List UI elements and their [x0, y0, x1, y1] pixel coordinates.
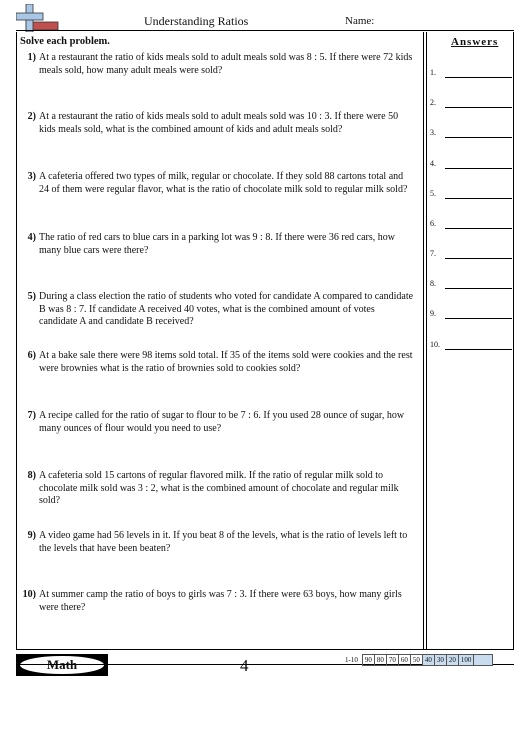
question-text: At a restaurant the ratio of kids meals sold to adult meals sold was 10 : 3. If there were 50 kids meals sold, what is the combined amount of kids and adult meals sold? [39, 111, 399, 135]
answer-number: 4. [430, 159, 436, 168]
question-number: 1) [27, 52, 36, 63]
question-number: 7) [27, 410, 36, 421]
score-cell: 50 [410, 655, 422, 666]
answer-slot-8 [430, 279, 514, 291]
answer-number: 2. [430, 98, 436, 107]
score-cell: 70 [386, 655, 398, 666]
answer-column-divider-inner [426, 32, 427, 650]
answer-number: 7. [430, 249, 436, 258]
answers-heading: Answers [451, 36, 499, 48]
answer-column-divider [423, 32, 424, 650]
name-label: Name: [345, 15, 375, 27]
answer-line[interactable] [445, 318, 512, 319]
question-7 [20, 410, 415, 435]
answer-line[interactable] [445, 107, 512, 108]
question-6 [20, 350, 415, 375]
question-number: 4) [27, 232, 36, 243]
answer-number: 5. [430, 189, 436, 198]
question-5 [20, 291, 415, 329]
question-number: 10) [22, 589, 36, 600]
score-cell-blank [474, 655, 493, 666]
answer-line[interactable] [445, 258, 512, 259]
question-text: A cafeteria offered two types of milk, regular or chocolate. If they sold 88 cartons total and 24 of them were regular flavor, what is the ratio of chocolate milk sold to regular milk sold? [39, 171, 408, 195]
header-rule [16, 30, 514, 31]
answer-slot-5 [430, 189, 514, 201]
answer-line[interactable] [445, 288, 512, 289]
answer-slot-7 [430, 249, 514, 261]
answer-slot-10 [430, 340, 514, 352]
answer-line[interactable] [445, 228, 512, 229]
answer-slot-9 [430, 309, 514, 321]
answer-slot-2 [430, 98, 514, 110]
answer-number: 9. [430, 309, 436, 318]
subject-label: Math [20, 656, 104, 674]
question-text: At a restaurant the ratio of kids meals sold to adult meals sold was 8 : 5. If there were 72 kids meals sold, how many adult meals were sold? [39, 52, 413, 76]
question-text: A cafeteria sold 15 cartons of regular flavored milk. If the ratio of regular milk sold to chocolate milk sold was 3 : 2, what is the combined amount of chocolate and regular milk sold? [39, 470, 399, 506]
score-cell: 90 [362, 655, 374, 666]
question-10 [20, 589, 415, 614]
answer-number: 3. [430, 128, 436, 137]
score-cell: 30 [434, 655, 446, 666]
question-number: 2) [27, 111, 36, 122]
score-cell: 40 [422, 655, 434, 666]
answer-line[interactable] [445, 168, 512, 169]
answer-line[interactable] [445, 349, 512, 350]
question-2 [20, 111, 415, 136]
score-table [343, 654, 493, 666]
question-8 [20, 470, 415, 508]
page-number: 4 [240, 656, 249, 675]
question-number: 6) [27, 350, 36, 361]
score-cell: 60 [398, 655, 410, 666]
question-text: At summer camp the ratio of boys to girls was 7 : 3. If there were 63 boys, how many girls were there? [39, 589, 402, 613]
score-cell: 80 [374, 655, 386, 666]
answer-line[interactable] [445, 198, 512, 199]
answer-number: 1. [430, 68, 436, 77]
score-cell: 100 [458, 655, 474, 666]
score-cell: 20 [446, 655, 458, 666]
question-1 [20, 52, 415, 77]
question-text: A recipe called for the ratio of sugar to flour to be 7 : 6. If you used 28 ounce of sugar, how many ounces of flour would you need to use? [39, 410, 405, 434]
question-number: 9) [27, 530, 36, 541]
question-text: At a bake sale there were 98 items sold total. If 35 of the items sold were cookies and the rest were brownies what is the ratio of brownies sold to cookies sold? [39, 350, 413, 374]
subject-badge [16, 654, 108, 676]
question-number: 3) [27, 171, 36, 182]
question-9 [20, 530, 415, 555]
answer-slot-1 [430, 68, 514, 80]
question-number: 8) [27, 470, 36, 481]
question-4 [20, 232, 415, 257]
answer-line[interactable] [445, 137, 512, 138]
question-number: 5) [27, 291, 36, 302]
answer-slot-6 [430, 219, 514, 231]
instructions: Solve each problem. [20, 36, 110, 47]
plus-tile-logo-icon [16, 4, 60, 32]
answer-slot-4 [430, 159, 514, 171]
answer-number: 10. [430, 340, 440, 349]
question-text: During a class election the ratio of students who voted for candidate A compared to candidate B was 8 : 7. If candidate A received 40 votes, what is the combined amount of votes candidate A and candidate B received? [39, 291, 414, 327]
answer-number: 6. [430, 219, 436, 228]
worksheet-title: Understanding Ratios [144, 14, 249, 28]
answer-number: 8. [430, 279, 436, 288]
question-3 [20, 171, 415, 196]
answer-line[interactable] [445, 77, 512, 78]
question-text: The ratio of red cars to blue cars in a parking lot was 9 : 8. If there were 36 red cars, how many blue cars were there? [39, 232, 395, 256]
question-text: A video game had 56 levels in it. If you beat 8 of the levels, what is the ratio of levels left to the levels that have been beaten? [39, 530, 408, 554]
answer-slot-3 [430, 128, 514, 140]
score-label: 1-10 [345, 656, 358, 664]
